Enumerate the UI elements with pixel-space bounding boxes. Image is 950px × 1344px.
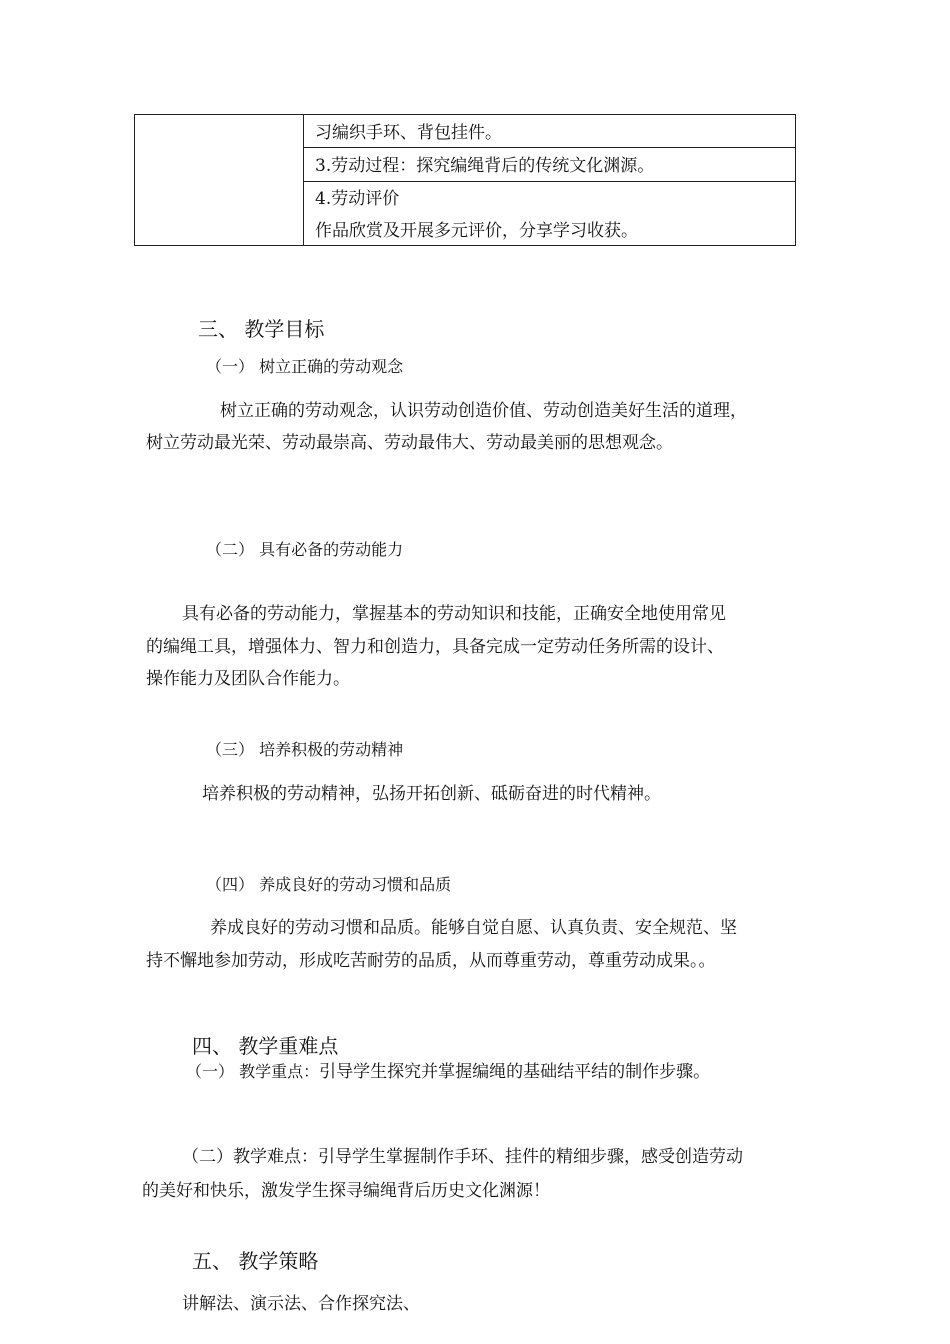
paragraph-line: 操作能力及团队合作能力。 (146, 669, 350, 689)
section-heading-strategy: 五、 教学策略 (192, 1249, 319, 1273)
table-column-divider (303, 115, 304, 245)
section-heading-objectives: 三、 教学目标 (198, 317, 325, 341)
paragraph-line: 培养积极的劳动精神，弘扬开拓创新、砥砺奋进的时代精神。 (202, 784, 661, 804)
difficulty-line: （二）教学难点：引导学生掌握制作手环、挂件的精细步骤，感受创造劳动 (182, 1147, 743, 1167)
subheading-labor-spirit: （三） 培养积极的劳动精神 (206, 740, 404, 759)
difficulty-line-2: 的美好和快乐，激发学生探寻编绳背后历史文化渊源！ (142, 1181, 550, 1201)
paragraph-line: 讲解法、演示法、合作探究法、 (182, 1294, 420, 1314)
table-cell-row3: 4.劳动评价 (315, 189, 400, 209)
paragraph-line: 树立正确的劳动观念，认识劳动创造价值、劳动创造美好生活的道理， (220, 401, 747, 421)
table-row-divider (303, 181, 795, 182)
section-heading-key-points: 四、 教学重难点 (192, 1034, 339, 1058)
subheading-labor-ability: （二） 具有必备的劳动能力 (206, 540, 404, 559)
paragraph-line: 的编绳工具，增强体力、智力和创造力，具备完成一定劳动任务所需的设计、 (146, 637, 724, 657)
table-cell-row1: 习编织手环、背包挂件。 (315, 123, 502, 143)
paragraph-line-mixed: 持不懈地参加劳动，形成吃苦耐劳的品质，从而尊重劳动，尊重劳动成果。。 (146, 951, 716, 971)
paragraph-line: 具有必备的劳动能力，掌握基本的劳动知识和技能，正确安全地使用常见 (182, 604, 726, 624)
paragraph-line: 树立劳动最光荣、劳动最崇高、劳动最伟大、劳动最美丽的思想观念。 (146, 433, 673, 453)
paragraph-line: 养成良好的劳动习惯和品质。能够自觉自愿、认真负责、安全规范、坚 (210, 918, 737, 938)
activity-table (134, 114, 796, 246)
table-row-divider (303, 147, 795, 148)
subheading-labor-habits: （四） 养成良好的劳动习惯和品质 (206, 875, 452, 894)
subheading-labor-concept: （一） 树立正确的劳动观念 (206, 357, 404, 376)
key-point-line: （一） 教学重点：引导学生探究并掌握编绳的基础结平结的制作步骤。 (186, 1062, 711, 1082)
table-cell-row3-line2: 作品欣赏及开展多元评价，分享学习收获。 (315, 221, 638, 241)
table-cell-row2: 3.劳动过程：探究编绳背后的传统文化渊源。 (315, 156, 655, 176)
